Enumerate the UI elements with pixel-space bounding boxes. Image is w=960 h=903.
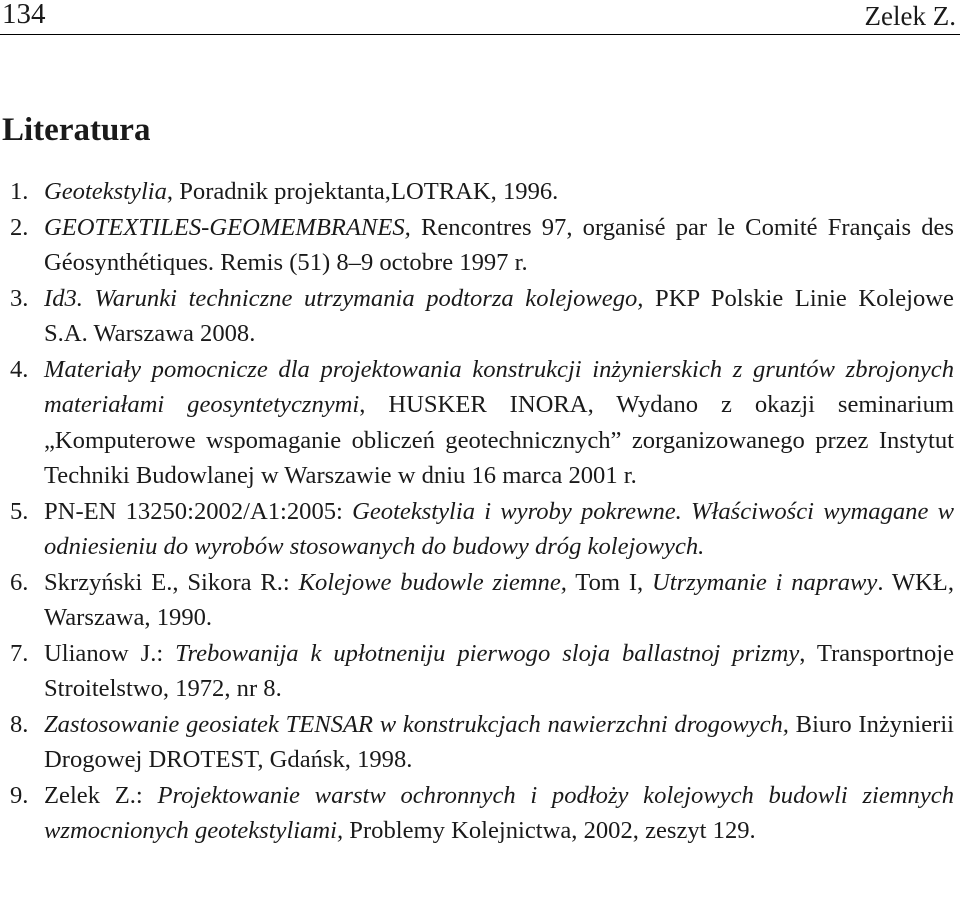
reference-text: Tom I, [566, 568, 652, 596]
reference-text: Problemy Kolejnictwa, 2002, zeszyt 129. [343, 817, 756, 844]
reference-item [0, 281, 954, 352]
reference-item [0, 352, 954, 494]
reference-title-text: Trebowanija k upłotneniju pierwogo sloja ballastnoj prizmy [175, 639, 800, 667]
reference-number: 9. [10, 781, 29, 809]
reference-text: PN-EN 13250:2002/A1:2005: [44, 497, 353, 525]
reference-title-text: Id3. Warunki techniczne utrzymania podtorza kolejowego, [44, 284, 644, 312]
reference-item [0, 707, 954, 778]
reference-text: Ulianow J.: [44, 639, 176, 667]
reference-item [0, 174, 954, 210]
reference-text: Biuro Inżynierii Drogowej DROTEST, Gdańsk, 1998. [44, 710, 955, 773]
reference-title-text: GEOTEXTILES-GEOMEMBRANES, [44, 213, 411, 241]
reference-item [0, 494, 954, 565]
reference-number: 3. [10, 284, 29, 312]
page-number: 134 [2, 0, 46, 30]
section-title: Literatura [2, 112, 151, 148]
reference-text: Zelek Z.: [44, 781, 158, 809]
reference-text: , Transportnoje Stroitelstwo, 1972, nr 8. [44, 639, 955, 702]
reference-title-text: Geotekstylia [44, 178, 167, 205]
reference-number: 6. [10, 568, 29, 596]
reference-item [0, 636, 954, 707]
reference-text: , HUSKER INORA, Wydano z okazji seminarium „Komputerowe wspomaganie obliczeń geotechnicznych” zorganizowanego przez Instytut Techniki Budowlanej w Warszawie w dniu 16 marca 2001 r. [44, 391, 954, 489]
running-head-author: Zelek Z. [864, 1, 956, 31]
reference-title-text: Utrzymanie i naprawy [652, 568, 878, 596]
reference-number: 1. [10, 178, 29, 205]
reference-text: Skrzyński E., Sikora R.: [44, 568, 299, 596]
reference-title-text: Kolejowe budowle ziemne, [298, 568, 567, 596]
reference-item [0, 565, 954, 636]
reference-text: . WKŁ, Warszawa, 1990. [44, 568, 954, 631]
reference-title-text: Materiały pomocnicze dla projektowania konstrukcji inżynierskich z gruntów zbrojonych materiałami geosyntetycznymi [44, 355, 954, 418]
reference-title-text: Geotekstylia i wyroby pokrewne. Właściwości wymagane w odniesieniu do wyrobów stosowanych do budowy dróg kolejowych. [44, 497, 954, 560]
reference-number: 4. [10, 355, 29, 383]
reference-number: 5. [10, 497, 29, 525]
reference-number: 8. [10, 710, 29, 738]
reference-title-text: Projektowanie warstw ochronnych i podłoży kolejowych budowli ziemnych wzmocnionych geotekstyliami, [44, 781, 954, 844]
running-head [0, 0, 960, 35]
reference-text: Rencontres 97, organisé par le Comité Français des Géosynthétiques. Remis (51) 8–9 octobre 1997 r. [44, 213, 954, 276]
reference-item [0, 778, 954, 849]
reference-title-text: Zastosowanie geosiatek TENSAR w konstrukcjach nawierzchni drogowych, [44, 710, 789, 738]
reference-text: PKP Polskie Linie Kolejowe S.A. Warszawa 2008. [44, 284, 954, 347]
reference-number: 2. [10, 213, 29, 241]
reference-list [0, 174, 954, 849]
reference-text: , Poradnik projektanta,LOTRAK, 1996. [166, 178, 559, 205]
reference-item [0, 210, 954, 281]
reference-number: 7. [10, 639, 29, 667]
